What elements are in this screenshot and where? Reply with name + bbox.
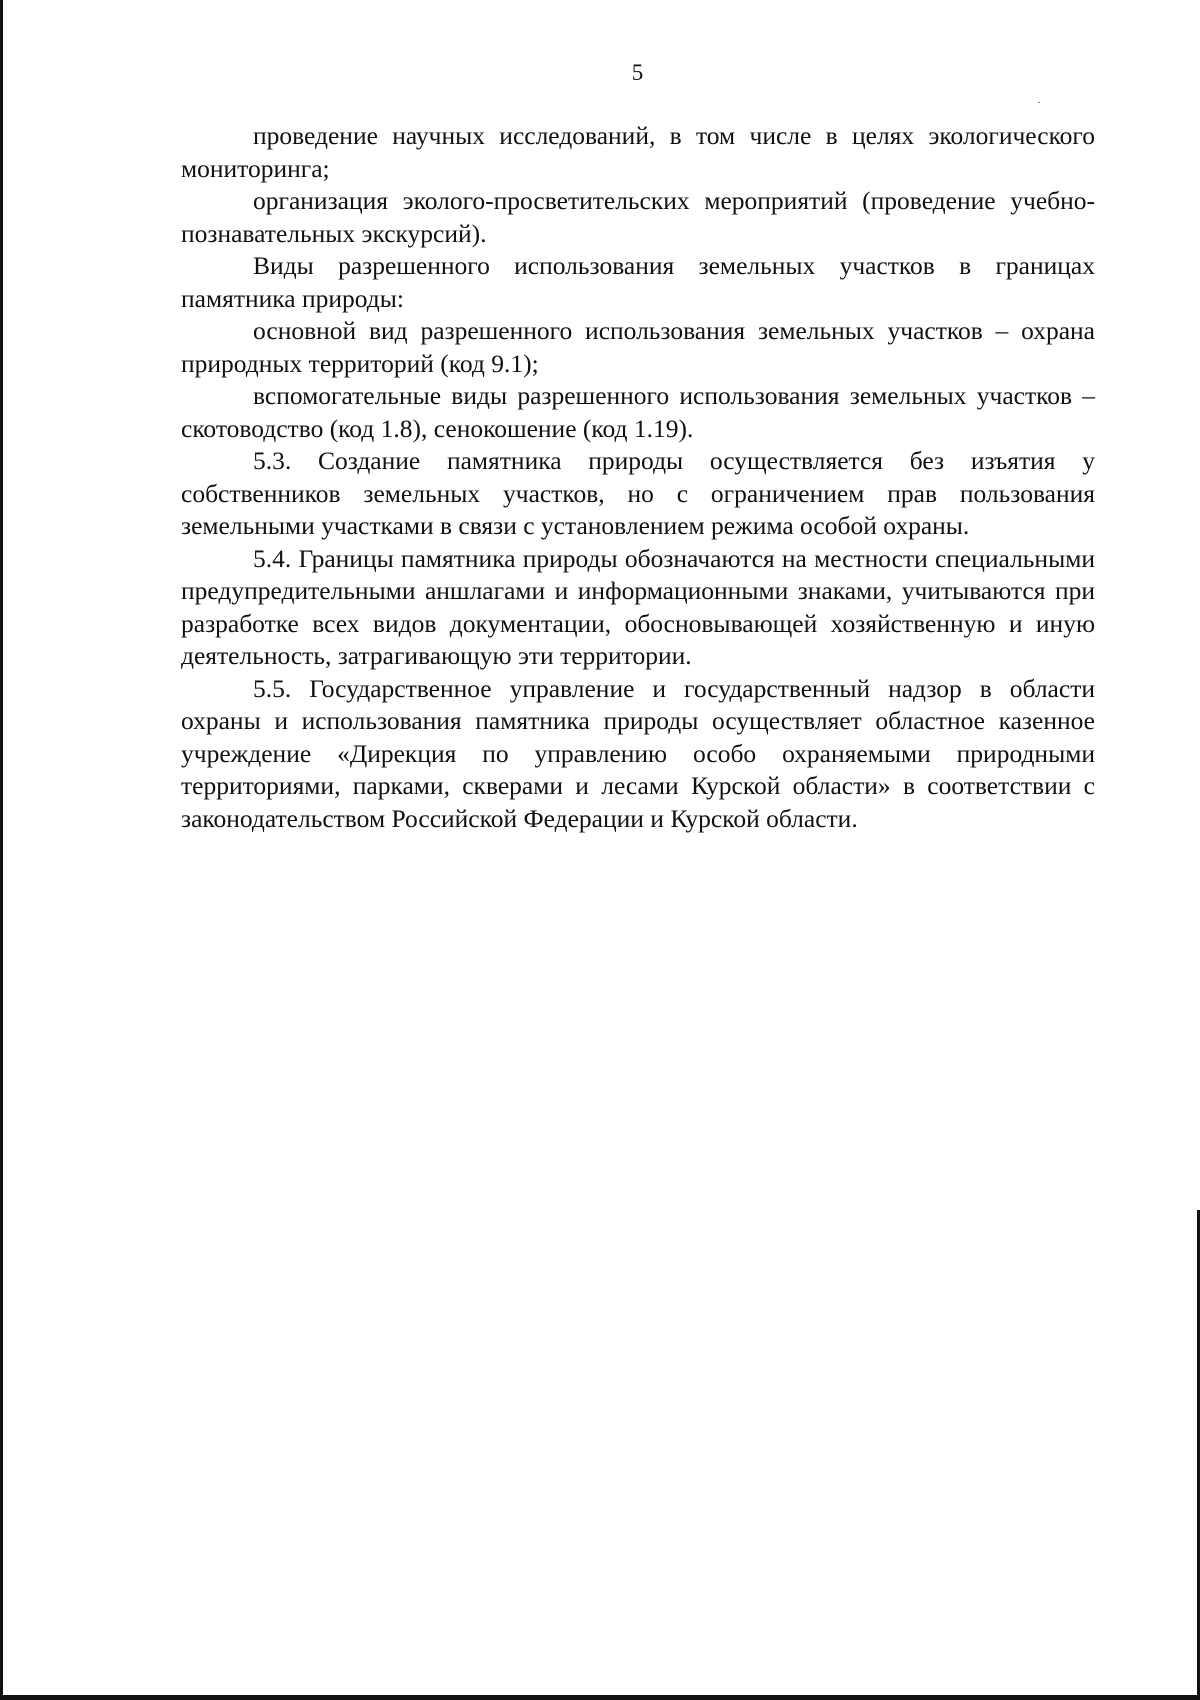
paragraph-auxiliary-land-use: вспомогательные виды разрешенного использования земельных участков – скотоводство (код 1.8), сенокошение (код 1.19). (181, 381, 1095, 443)
scan-speck (1038, 102, 1040, 103)
scan-border-bottom (0, 1695, 1200, 1700)
page-number: 5 (631, 60, 644, 85)
paragraph-research: проведение научных исследований, в том числе в целях экологического мониторинга; (181, 121, 1095, 183)
paragraph-main-land-use: основной вид разрешенного использования земельных участков – охрана природных территорий (код 9.1); (181, 316, 1095, 378)
document-body (181, 120, 1095, 835)
paragraph-5-5: 5.5. Государственное управление и государственный надзор в области охраны и использования памятника природы осуществляет областное казенное учреждение «Дирекция по управлению особо охраняемыми природными территориями, парками, скверами и лесами Курской области» в соответствии с законодательством Российской Федерации и Курской области. (181, 673, 1095, 833)
paragraph-land-use-types: Виды разрешенного использования земельных участков в границах памятника природы: (181, 251, 1095, 313)
paragraph-5-3: 5.3. Создание памятника природы осуществляется без изъятия у собственников земельных участков, но с ограничением прав пользования земельными участками в связи с установлением режима особой охраны. (181, 446, 1095, 540)
scan-border-left (0, 0, 3, 1700)
paragraph-5-4: 5.4. Границы памятника природы обозначаются на местности специальными предупредительными аншлагами и информационными знаками, учитываются при разработке всех видов документации, обосновывающей хозяйственную и иную деятельность, затрагивающую эти территории. (181, 543, 1095, 670)
paragraph-eco-education: организация эколого-просветительских мероприятий (проведение учебно-познавательных экскурсий). (181, 186, 1095, 248)
